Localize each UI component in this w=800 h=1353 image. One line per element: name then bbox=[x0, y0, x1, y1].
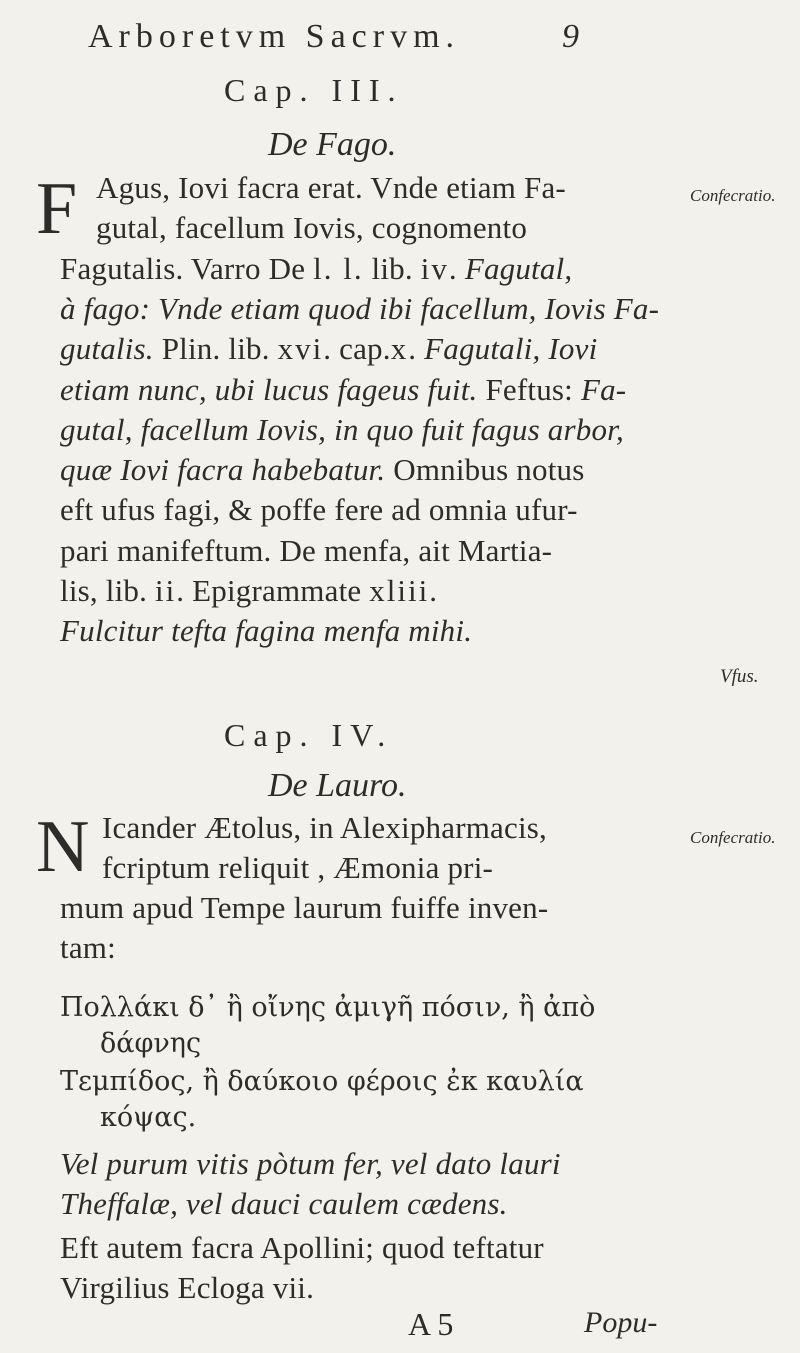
text-run: lib. bbox=[363, 250, 421, 286]
margin-note-confecratio-1: Confecratio. bbox=[690, 186, 776, 205]
greek-verse-line-2: δάφνης bbox=[100, 1028, 202, 1059]
text-run: etiam nunc, ubi lucus fageus fuit. bbox=[60, 371, 478, 407]
margin-note-vfus: Vfus. bbox=[720, 666, 759, 687]
text-run: ii bbox=[155, 573, 177, 608]
text-run: eft ufus fagi, & poffe fere ad omnia ufur- bbox=[60, 492, 578, 528]
text-run: fcriptum reliquit , Æmonia pri- bbox=[102, 850, 494, 885]
text-line bbox=[102, 848, 493, 888]
chapter-heading-4: Cap. IV. bbox=[224, 717, 394, 753]
section-title-fago: De Fago. bbox=[268, 126, 397, 163]
section-title-lauro: De Lauro. bbox=[268, 767, 407, 804]
text-run: Fa- bbox=[580, 371, 627, 407]
text-run: lis, lib. bbox=[60, 573, 156, 608]
text-line bbox=[60, 531, 552, 571]
greek-verse-line-4: κόψας. bbox=[100, 1102, 197, 1133]
text-line bbox=[96, 208, 527, 248]
text-run: . Epigrammate bbox=[176, 573, 370, 608]
text-line bbox=[96, 168, 566, 208]
text-line bbox=[60, 928, 116, 968]
text-run: . bbox=[408, 331, 425, 367]
text-run: xvi bbox=[277, 331, 324, 367]
text-line bbox=[60, 370, 626, 410]
text-run: quæ Iovi facra habebatur. bbox=[60, 452, 386, 488]
chapter-heading-3: Cap. III. bbox=[224, 72, 404, 108]
signature-mark: A 5 bbox=[408, 1306, 454, 1342]
drop-cap-f: F bbox=[36, 168, 78, 250]
text-run: xliii bbox=[369, 573, 430, 608]
catchword: Popu- bbox=[584, 1306, 658, 1339]
text-run: . bbox=[448, 250, 465, 286]
text-run: Fulcitur tefta fagina menfa mihi. bbox=[60, 613, 473, 649]
text-run: Agus, Iovi facra erat. Vnde etiam Fa- bbox=[96, 170, 566, 205]
drop-cap-n: N bbox=[36, 806, 90, 888]
text-run: pari manifeftum. De menfa, ait Martia- bbox=[60, 532, 553, 568]
text-run: Icander Ætolus, in Alexipharmacis, bbox=[102, 810, 547, 845]
closing-line-2: Virgilius Ecloga vii. bbox=[60, 1270, 315, 1305]
text-line bbox=[60, 329, 597, 369]
text-run: iv bbox=[420, 250, 449, 286]
text-run: gutalis. bbox=[60, 331, 154, 367]
page-number: 9 bbox=[562, 18, 579, 55]
text-run: Fagutali, Iovi bbox=[424, 331, 598, 367]
text-run: Fagutal, bbox=[464, 250, 573, 286]
text-run: Plin. lib. bbox=[153, 331, 278, 367]
text-run: tam: bbox=[60, 930, 116, 965]
text-line bbox=[60, 611, 472, 651]
text-line bbox=[60, 410, 624, 450]
margin-note-confecratio-2: Confecratio. bbox=[690, 828, 776, 847]
greek-verse-line-1: Πολλάκι δ᾽ ἢ οἴνης ἀμιγῆ πόσιν, ἢ ἀπὸ bbox=[60, 992, 596, 1023]
latin-verse-line-2: Theffalæ, vel dauci caulem cædens. bbox=[60, 1186, 508, 1221]
text-run: mum apud Tempe laurum fuiffe inven- bbox=[60, 890, 549, 925]
text-line bbox=[60, 249, 572, 289]
text-line bbox=[60, 571, 437, 611]
greek-verse-line-3: Τεμπίδος, ἢ δαύκοιο φέροις ἐκ καυλία bbox=[60, 1066, 584, 1097]
text-run: Feftus: bbox=[477, 371, 581, 407]
text-run: Fagutalis. Varro De bbox=[60, 250, 314, 286]
text-line bbox=[102, 808, 547, 848]
text-run: l. l. bbox=[313, 250, 364, 286]
text-run: à fago: Vnde etiam quod ibi facellum, Iovis Fa- bbox=[60, 290, 660, 326]
text-line bbox=[60, 888, 548, 928]
text-run: gutal, facellum Iovis, cognomento bbox=[96, 210, 528, 246]
text-run: . cap. bbox=[323, 331, 391, 367]
running-head: Arboretvm Sacrvm. bbox=[88, 18, 461, 55]
closing-line-1: Eft autem facra Apollini; quod teftatur bbox=[60, 1230, 544, 1265]
text-line bbox=[60, 490, 578, 530]
latin-verse-line-1: Vel purum vitis pòtum fer, vel dato lauri bbox=[60, 1146, 561, 1181]
text-run: gutal, facellum Iovis, in quo fuit fagus arbor, bbox=[60, 411, 624, 447]
text-line bbox=[60, 450, 584, 490]
text-run: . bbox=[429, 573, 438, 608]
text-line bbox=[60, 289, 659, 329]
text-run: x bbox=[390, 331, 409, 367]
text-run: Omnibus notus bbox=[385, 452, 585, 488]
